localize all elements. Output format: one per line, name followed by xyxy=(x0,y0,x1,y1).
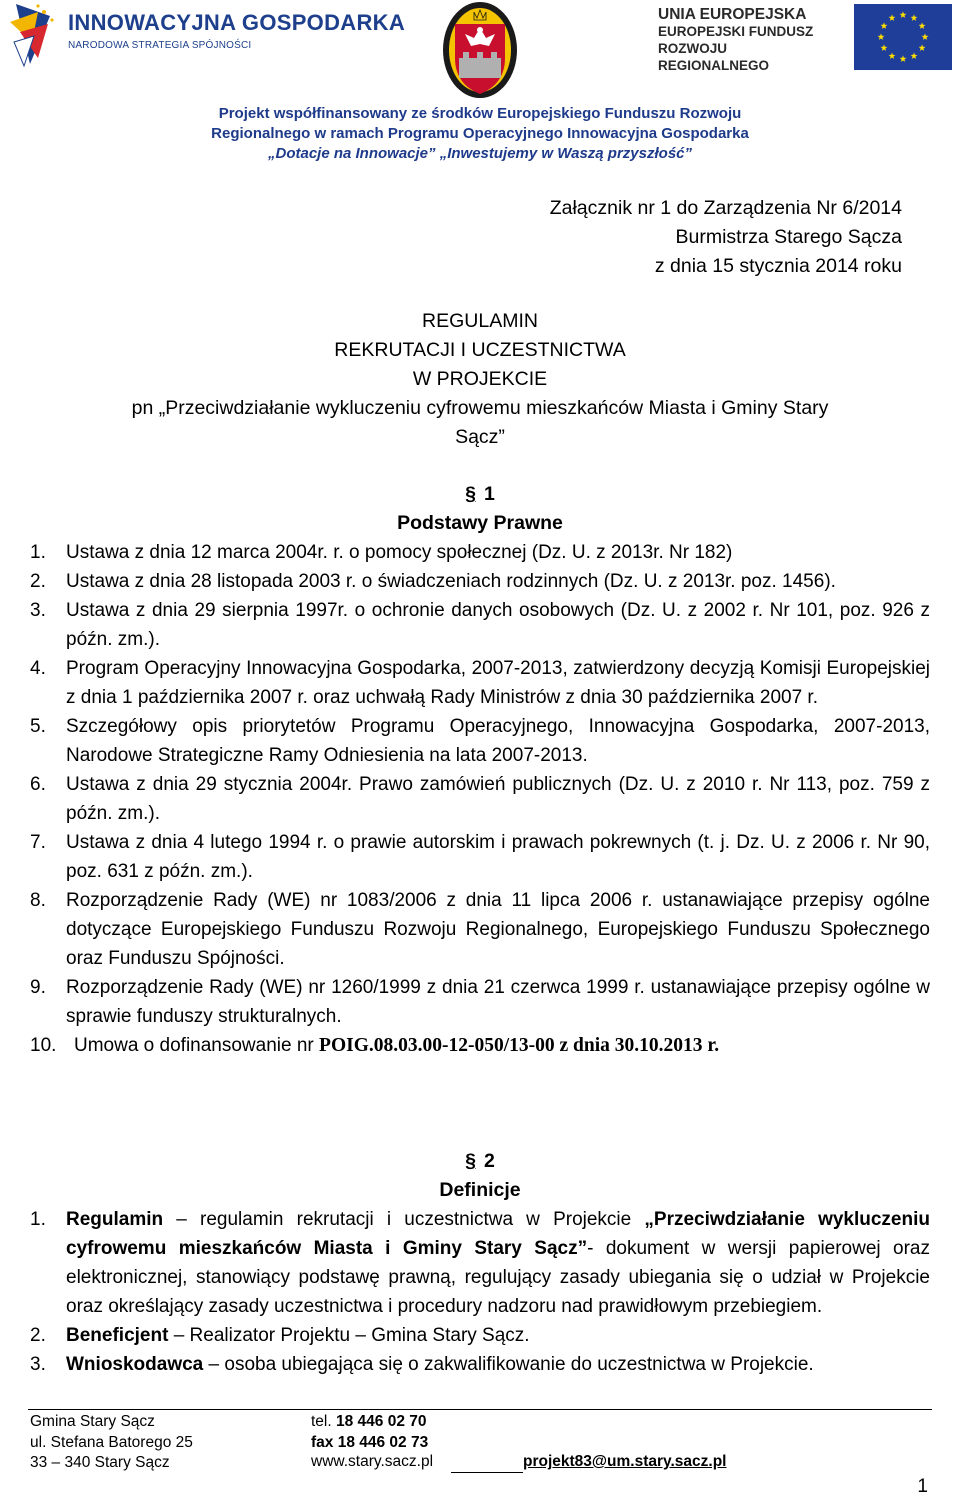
innowacyjna-gospodarka-emblem-icon xyxy=(8,2,60,68)
funding-slogans: „Dotacje na Innowacje” „Inwestujemy w Waszą przyszłość” xyxy=(267,145,693,162)
coat-of-arms-icon xyxy=(441,0,519,100)
list-item: 6. Ustawa z dnia 29 stycznia 2004r. Prawo zamówień publicznych (Dz. U. z 2010 r. Nr 113, poz. 759 z późn. zm.). xyxy=(30,774,930,824)
footer-contact: tel. 18 446 02 70 fax 18 446 02 73 xyxy=(311,1413,429,1451)
ig-logo-subtitle: NARODOWA STRATEGIA SPÓJNOŚCI xyxy=(68,40,252,51)
footer-underline xyxy=(451,1472,523,1473)
eu-flag-icon xyxy=(854,4,952,70)
eu-line-2: EUROPEJSKI FUNDUSZ xyxy=(658,24,814,39)
footer-tel: 18 446 02 70 xyxy=(335,1413,427,1430)
page-number: 1 xyxy=(917,1476,928,1497)
paragraph-symbol: § xyxy=(465,1150,476,1172)
list-item: 5. Szczegółowy opis priorytetów Programu Operacyjnego, Innowacyjna Gospodarka, 2007-2013, Narodowe Strategiczne Ramy Odniesienia na lata 2007-2013. xyxy=(30,716,930,766)
agreement-number: POIG.08.03.00-12-050/13-00 z dnia 30.10.2013 r. xyxy=(319,1035,720,1056)
eu-fund-text xyxy=(658,6,838,74)
list-item: 4. Program Operacyjny Innowacyjna Gospodarka, 2007-2013, zatwierdzony decyzją Komisji Europejskiej z dnia 1 października 2007 r. oraz uchwałą Rady Ministrów z dnia 30 października 2007 r. xyxy=(30,658,930,708)
footer-org: Gmina Stary Sącz xyxy=(30,1413,155,1430)
definition-item: 3. Wnioskodawca – osoba ubiegająca się o zakwalifikowanie do uczestnictwa w Projekcie. xyxy=(30,1354,814,1375)
title-line-1: REGULAMIN xyxy=(422,310,538,332)
stary-sacz-crest xyxy=(441,0,519,100)
definitions-list xyxy=(30,1205,930,1379)
project-name: „Przeciwdziałanie wykluczeniu cyfrowemu mieszkańców Miasta i Gminy Stary Sącz” xyxy=(66,1209,930,1259)
section-2-num: 2 xyxy=(484,1150,495,1172)
footer-address xyxy=(30,1412,193,1474)
title-line-2: REKRUTACJI I UCZESTNICTWA xyxy=(334,339,626,361)
annex-line-1: Załącznik nr 1 do Zarządzenia Nr 6/2014 xyxy=(549,197,902,219)
definition-term: Beneficjent xyxy=(66,1325,169,1346)
eu-line-1: UNIA EUROPEJSKA xyxy=(658,6,807,23)
definition-item: 2. Beneficjent – Realizator Projektu – Gmina Stary Sącz. xyxy=(30,1325,530,1346)
definition-term: Regulamin xyxy=(66,1209,164,1230)
list-item: 10. Umowa o dofinansowanie nr POIG.08.03.00-12-050/13-00 z dnia 30.10.2013 r. xyxy=(30,1035,720,1056)
funding-line-2: Regionalnego w ramach Programu Operacyjnego Innowacyjna Gospodarka xyxy=(211,125,749,142)
list-item: 3. Ustawa z dnia 29 sierpnia 1997r. o ochronie danych osobowych (Dz. U. z 2002 r. Nr 101, poz. 926 z późn. zm.). xyxy=(30,600,930,650)
list-item: 9. Rozporządzenie Rady (WE) nr 1260/1999 z dnia 21 czerwca 1999 r. ustanawiające przepisy ogólne w sprawie funduszy strukturalnych. xyxy=(30,977,930,1027)
annex-reference xyxy=(550,194,902,281)
title-line-4: pn „Przeciwdziałanie wykluczeniu cyfrowemu mieszkańców Miasta i Gminy Stary xyxy=(131,397,829,419)
section-1-num: 1 xyxy=(484,483,495,505)
footer-website-link[interactable]: www.stary.sacz.pl xyxy=(311,1453,434,1470)
eu-line-3: ROZWOJU REGIONALNEGO xyxy=(658,41,770,73)
title-line-5: Sącz” xyxy=(455,426,505,448)
definition-item: 1. Regulamin – regulamin rekrutacji i uczestnictwa w Projekcie „Przeciwdziałanie wykluczeniu cyfrowemu mieszkańców Miasta i Gminy Stary Sącz”- dokument w wersji papierowej oraz elektronicznej, stanowiący podstawę prawną, regulujący zasady ubiegania się o udział w Projekcie oraz określający zasady uczestnictwa i procedury nadzoru nad prawidłowym przebiegiem. xyxy=(30,1209,930,1317)
footer-fax: 18 446 02 73 xyxy=(337,1433,429,1451)
footer-email-link[interactable]: projekt83@um.stary.sacz.pl xyxy=(523,1453,727,1470)
footer-street: ul. Stefana Batorego 25 xyxy=(30,1433,193,1451)
section-2-number xyxy=(0,1147,960,1176)
title-line-3: W PROJEKCIE xyxy=(412,368,548,390)
definition-term: Wnioskodawca xyxy=(66,1354,204,1375)
annex-line-3: z dnia 15 stycznia 2014 roku xyxy=(654,255,902,277)
funding-note xyxy=(0,104,960,164)
footer-divider xyxy=(28,1409,932,1410)
section-1-heading: Podstawy Prawne xyxy=(397,512,563,534)
innowacyjna-gospodarka-logo xyxy=(8,2,406,68)
paragraph-symbol: § xyxy=(465,483,476,505)
footer-city: 33 – 340 Stary Sącz xyxy=(30,1454,170,1471)
section-2-heading: Definicje xyxy=(439,1179,521,1201)
list-item: 8. Rozporządzenie Rady (WE) nr 1083/2006 z dnia 11 lipca 2006 r. ustanawiające przepisy ogólne dotyczące Europejskiego Funduszu Rozwoju Regionalnego, Europejskiego Funduszu Społecznego oraz Funduszu Spójności. xyxy=(30,890,930,969)
list-item: 1. Ustawa z dnia 12 marca 2004r. r. o pomocy społecznej (Dz. U. z 2013r. Nr 182) xyxy=(30,542,733,563)
list-item: 7. Ustawa z dnia 4 lutego 1994 r. o prawie autorskim i prawach pokrewnych (t. j. Dz. U. z 2006 r. Nr 90, poz. 631 z późn. zm.). xyxy=(30,832,930,882)
funding-line-1: Projekt współfinansowany ze środków Europejskiego Funduszu Rozwoju xyxy=(218,105,742,122)
document-title xyxy=(60,307,900,452)
eu-fund-logo xyxy=(658,4,956,73)
legal-basis-list xyxy=(30,538,930,1060)
section-1-number xyxy=(0,480,960,509)
list-item: 2. Ustawa z dnia 28 listopada 2003 r. o świadczeniach rodzinnych (Dz. U. z 2013r. poz. 1456). xyxy=(30,571,836,592)
ig-logo-title: INNOWACYJNA GOSPODARKA xyxy=(68,10,406,35)
annex-line-2: Burmistrza Starego Sącza xyxy=(675,226,902,248)
